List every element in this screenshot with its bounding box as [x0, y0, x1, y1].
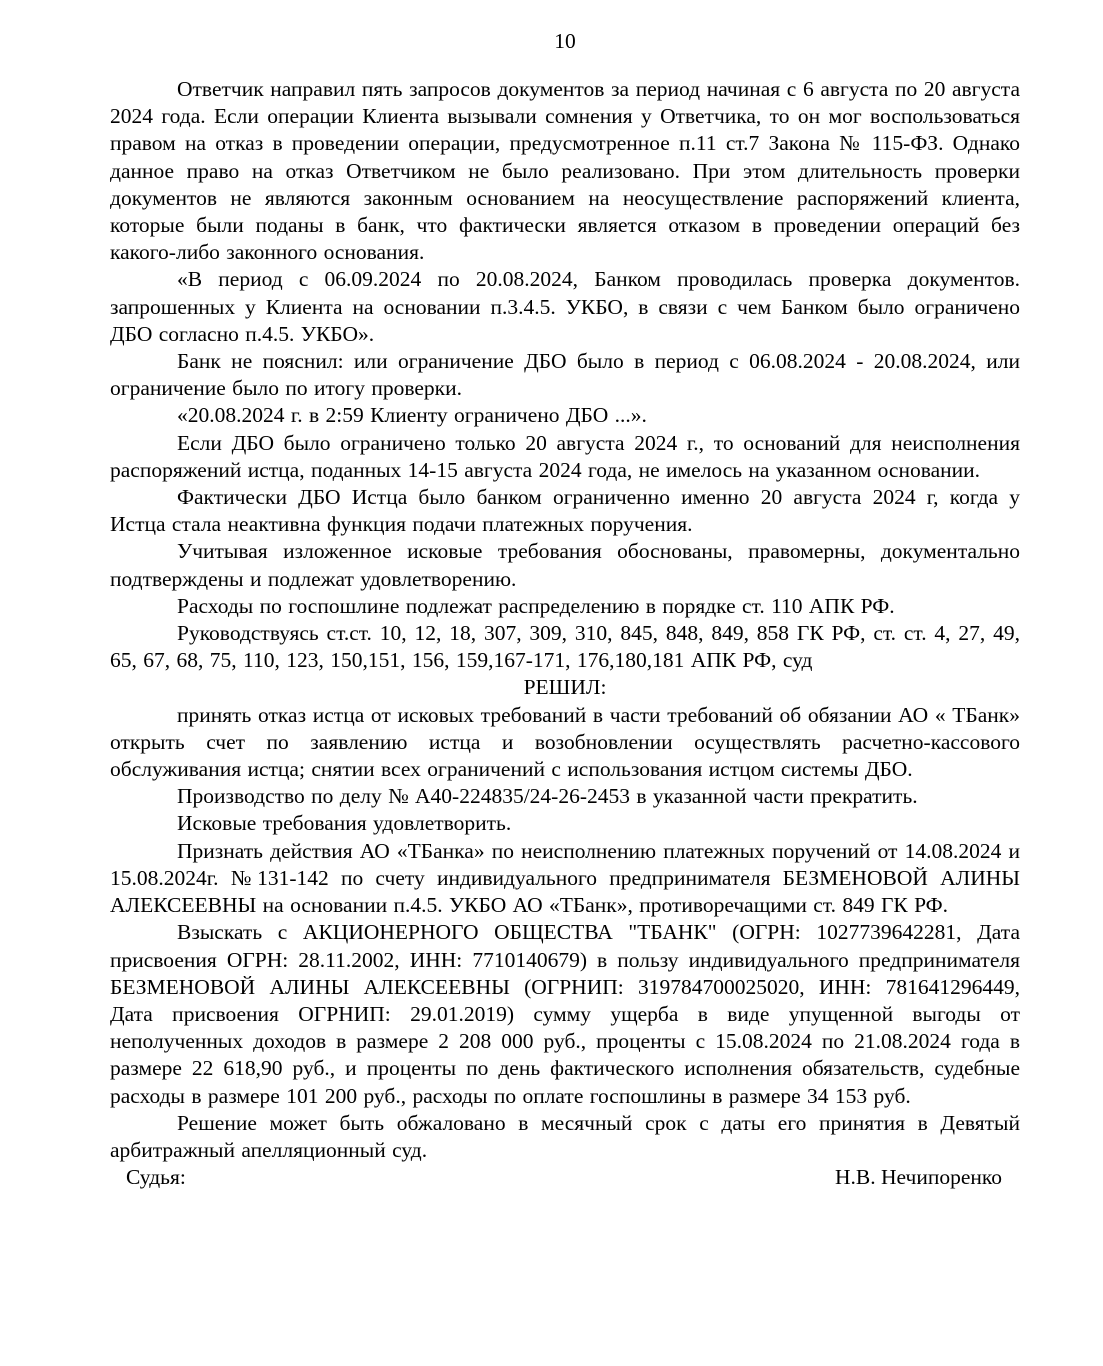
paragraph-appeal-period: Решение может быть обжаловано в месячный срок с даты его принятия в Девятый арбитражный апелляционный суд. [110, 1110, 1020, 1162]
document-content [110, 28, 1020, 1191]
paragraph-recover-damages: Взыскать с АКЦИОНЕРНОГО ОБЩЕСТВА "ТБАНК" (ОГРН: 1027739642281, Дата присвоения ОГРН: 28.11.2002, ИНН: 7710140679) в пользу индивидуального предпринимателя БЕЗМЕНОВОЙ АЛИНЫ АЛЕКСЕЕВНЫ (ОГРНИП: 319784700025020, ИНН: 781641296449, Дата присвоения ОГРНИП: 29.01.2019) сумму ущерба в виде упущенной выгоды от неполученных доходов в размере 2 208 000 руб., проценты с 15.08.2024 по 21.08.2024 года в размере 22 618,90 руб., и проценты по день фактического исполнения обязательств, судебные расходы в размере 101 200 руб., расходы по оплате госпошлины в размере 34 153 руб. [110, 920, 1020, 1108]
paragraph-state-duty: Расходы по госпошлине подлежат распределению в порядке ст. 110 АПК РФ. [177, 593, 895, 618]
paragraph-case-terminate: Производство по делу № А40-224835/24-26-2453 в указанной части прекратить. [177, 784, 918, 809]
paragraph-defendant-requests: Ответчик направил пять запросов документов за период начиная с 6 августа по 20 августа 2024 года. Если операции Клиента вызывали сомнения у Ответчика, то он мог воспользоваться правом на отказ в проведении операции, предусмотренное п.11 ст.7 Закона № 115-ФЗ. Однако данное право на отказ Ответчиком не было реализовано. При этом длительность проверки документов не являются законным основанием на неосуществление распоряжений клиента, которые были поданы в банк, что фактически является отказом в проведении операций без какого-либо законного основания. [110, 77, 1020, 265]
paragraph-claims-satisfy: Исковые требования удовлетворить. [177, 811, 512, 836]
paragraph-recognize-actions: Признать действия АО «ТБанка» по неисполнению платежных поручений от 14.08.2024 и 15.08.2024г. №131-142 по счету индивидуального предпринимателя БЕЗМЕНОВОЙ АЛИНЫ АЛЕКСЕЕВНЫ на основании п.4.5. УКБО АО «ТБанк», противоречащими ст. 849 ГК РФ. [110, 838, 1020, 918]
paragraph-accept-refusal: принять отказ истца от исковых требований в части требований об обязании АО « ТБанк» открыть счет по заявлению истца и возобновлении осуществлять расчетно-кассового обслуживания истца; снятии всех ограничений с использования истцом системы ДБО. [110, 702, 1020, 782]
paragraph-quote-dbo-limited: «20.08.2024 г. в 2:59 Клиенту ограничено ДБО ...». [177, 403, 647, 428]
judge-label: Судья: [126, 1165, 186, 1190]
paragraph-if-dbo-limited: Если ДБО было ограничено только 20 августа 2024 г., то оснований для неисполнения распоряжений истца, поданных 14-15 августа 2024 года, не имелось на указанном основании. [110, 430, 1020, 482]
paragraph-quote-period-check: «В период с 06.09.2024 по 20.08.2024, Банком проводилась проверка документов. запрошенных у Клиента на основании п.3.4.5. УКБО, в связи с чем Банком было ограничено ДБО согласно п.4.5. УКБО». [110, 267, 1020, 346]
judge-name: Н.В. Нечипоренко [834, 1165, 1002, 1190]
resolution-heading: РЕШИЛ: [523, 675, 607, 700]
paragraph-bank-not-explained: Банк не пояснил: или ограничение ДБО было в период с 06.08.2024 - 20.08.2024, или ограничение было по итогу проверки. [110, 349, 1020, 401]
paragraph-actually-dbo-limited: Фактически ДБО Истца было банком ограниченно именно 20 августа 2024 г, когда у Истца стала неактивна функция подачи платежных поручения. [110, 485, 1020, 537]
page-number: 10 [554, 29, 576, 53]
paragraph-guided-by-articles: Руководствуясь ст.ст. 10, 12, 18, 307, 309, 310, 845, 848, 849, 858 ГК РФ, ст. ст. 4, 27, 49, 65, 67, 68, 75, 110, 123, 150,151, 156, 159,167-171, 176,180,181 АПК РФ, суд [110, 621, 1020, 673]
paragraph-claims-justified: Учитывая изложенное исковые требования обоснованы, правомерны, документально подтверждены и подлежат удовлетворению. [110, 539, 1020, 591]
signature-row [110, 1164, 1020, 1191]
